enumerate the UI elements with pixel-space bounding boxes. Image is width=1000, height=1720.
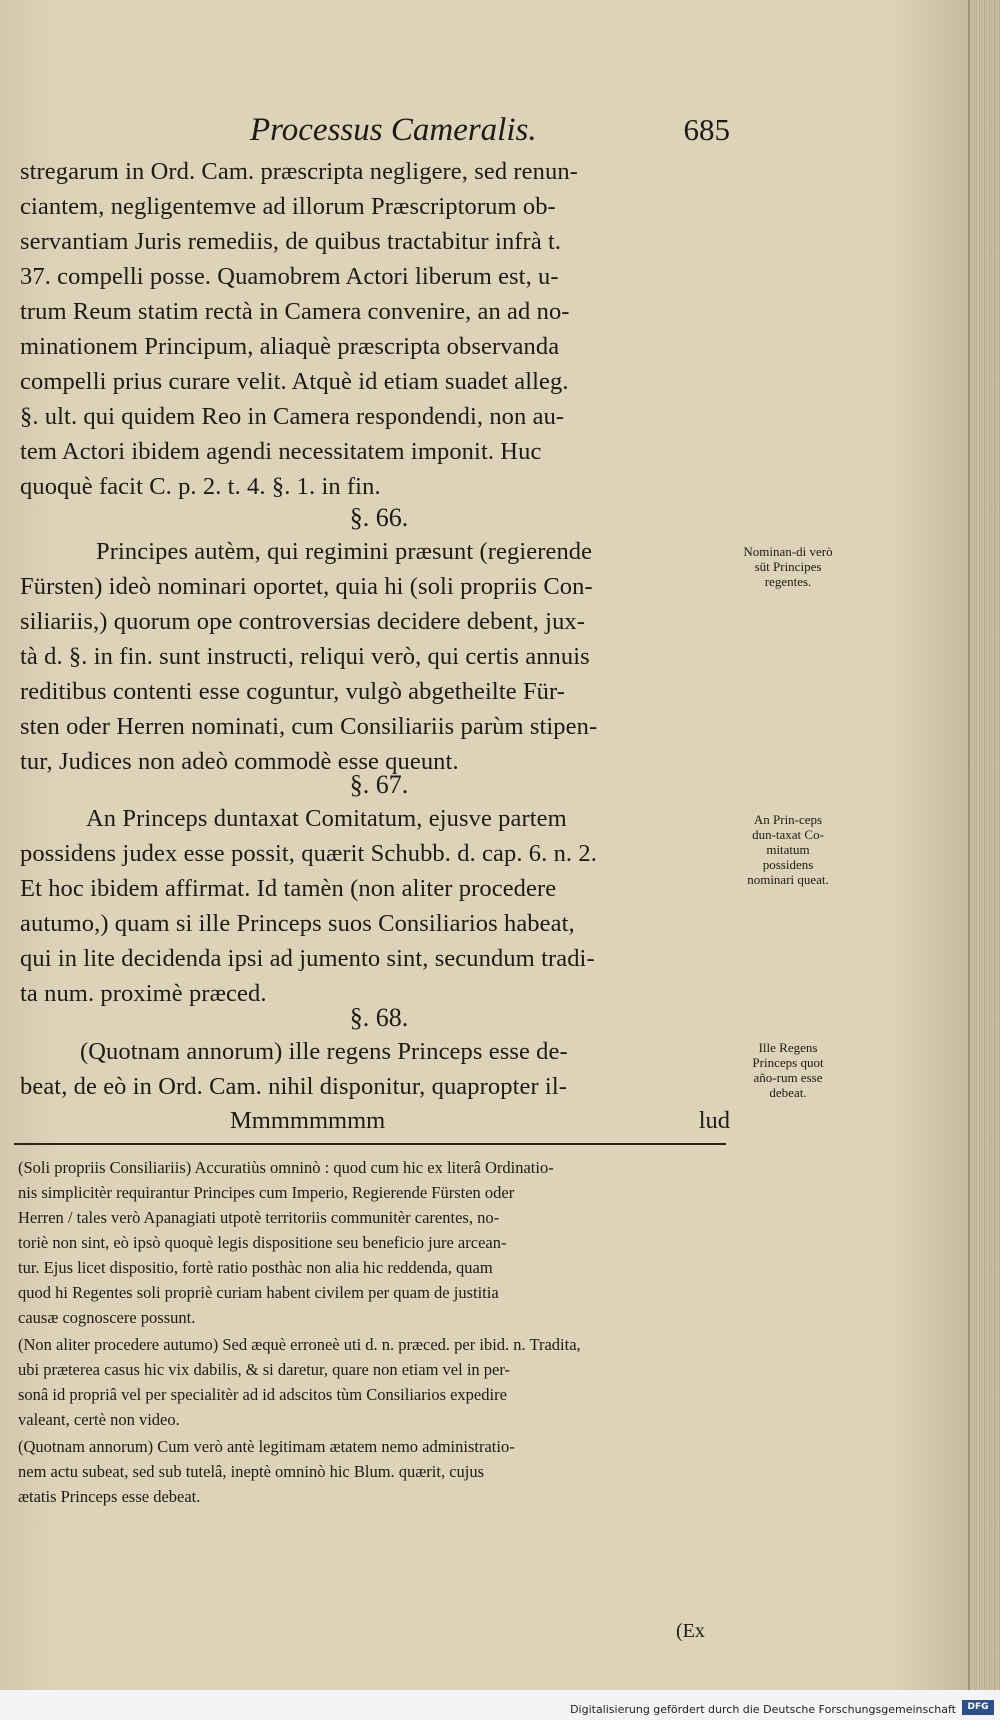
footnote-line: (Quotnam annorum) Cum verò antè legitimam ætatem nemo administratio- [18, 1437, 515, 1456]
body-line: tur, Judices non adeò commodè esse queunt. [20, 748, 459, 775]
body-line: possidens judex esse possit, quærit Schubb. d. cap. 6. n. 2. [20, 840, 597, 867]
page-number: 685 [683, 112, 730, 147]
footnote-line: valeant, certè non video. [18, 1410, 180, 1429]
footnote-rule [14, 1143, 726, 1145]
section-heading-66: §. 66. [349, 503, 409, 532]
margin-note: Ille Regens Princeps quot año-rum esse debeat. [752, 1040, 824, 1100]
body-line: §. ult. qui quidem Reo in Camera respondendi, non au- [20, 403, 565, 430]
digitization-credit: Digitalisierung gefördert durch die Deutsche Forschungsgemeinschaft [570, 1703, 956, 1716]
footnote-line: Herren / tales verò Apanagiati utpotè territoriis communitèr carentes, no- [18, 1208, 500, 1227]
body-line: quoquè facit C. p. 2. t. 4. §. 1. in fin. [20, 473, 381, 500]
body-line: ta num. proximè præced. [20, 980, 267, 1007]
footnote-line: nis simplicitèr requirantur Principes cum Imperio, Regierende Fürsten oder [18, 1183, 515, 1202]
body-line: qui in lite decidenda ipsi ad jumento sint, secundum tradi- [20, 945, 595, 972]
page-header [250, 112, 730, 152]
margin-note: An Prin-ceps dun-taxat Co-mitatum possidens nominari queat. [747, 812, 829, 887]
body-line: Principes autèm, qui regimini præsunt (regierende [96, 538, 593, 565]
dfg-logo-icon: DFG [962, 1700, 994, 1715]
body-line: reditibus contenti esse coguntur, vulgò abgetheilte Für- [20, 678, 566, 705]
body-line: tem Actori ibidem agendi necessitatem imponit. Huc [20, 438, 542, 465]
body-line: 37. compelli posse. Quamobrem Actori liberum est, u- [20, 263, 559, 290]
footnote-line: (Non aliter procedere autumo) Sed æquè erroneè uti d. n. præced. per ibid. n. Tradita, [18, 1335, 581, 1354]
running-title: Processus Cameralis. [250, 112, 537, 148]
body-line: Fürsten) ideò nominari oportet, quia hi (soli propriis Con- [20, 573, 593, 600]
body-line: ciantem, negligentemve ad illorum Præscriptorum ob- [20, 193, 556, 220]
signature-mark: Mmmmmmmm [230, 1107, 386, 1134]
footnote-line: quod hi Regentes soli propriè curiam habent civilem per quam de justitia [18, 1283, 499, 1302]
footnote-line: tur. Ejus licet dispositio, fortè ratio posthàc non alia hic reddenda, quam [18, 1258, 493, 1277]
body-line: minationem Principum, aliaquè præscripta observanda [20, 333, 560, 360]
signature-line [230, 1107, 730, 1135]
footnote-line: causæ cognoscere possunt. [18, 1308, 196, 1327]
section-heading-67: §. 67. [349, 770, 409, 799]
body-line: sten oder Herren nominati, cum Consiliariis parùm stipen- [20, 713, 598, 740]
footnote-line: ubi præterea casus hic vix dabilis, & si daretur, quare non etiam vel in per- [18, 1360, 511, 1379]
body-line: (Quotnam annorum) ille regens Princeps esse de- [80, 1038, 568, 1065]
page-edges [968, 0, 1000, 1690]
footnote-line: (Soli propriis Consiliariis) Accuratiùs omninò : quod cum hic ex literâ Ordinatio- [18, 1158, 554, 1177]
body-line: siliariis,) quorum ope controversias decidere debent, jux- [20, 608, 586, 635]
body-line: autumo,) quam si ille Princeps suos Consiliarios habeat, [20, 910, 575, 937]
footnote-line: sonâ id propriâ vel per specialitèr ad id adscitos tùm Consiliarios expedire [18, 1385, 507, 1404]
page-catchword: (Ex [676, 1620, 705, 1642]
body-line: An Princeps duntaxat Comitatum, ejusve partem [86, 805, 567, 832]
footnote-line: toriè non sint, eò ipsò quoquè legis dispositione seu beneficio jure arcean- [18, 1233, 507, 1252]
section-heading-68: §. 68. [349, 1003, 409, 1032]
body-line: servantiam Juris remediis, de quibus tractabitur infrà t. [20, 228, 562, 255]
margin-note: Nominan-di verò süt Principes regentes. [743, 544, 833, 589]
body-line: stregarum in Ord. Cam. præscripta negligere, sed renun- [20, 158, 578, 185]
body-line: tà d. §. in fin. sunt instructi, reliqui verò, qui certis annuis [20, 643, 590, 670]
catchword: lud [698, 1107, 730, 1134]
body-line: beat, de eò in Ord. Cam. nihil disponitur, quapropter il- [20, 1073, 568, 1100]
body-line: compelli prius curare velit. Atquè id etiam suadet alleg. [20, 368, 569, 395]
footnote-line: nem actu subeat, sed sub tutelâ, ineptè omninò hic Blum. quærit, cujus [18, 1462, 485, 1481]
footnote-line: ætatis Princeps esse debeat. [18, 1487, 201, 1506]
body-line: Et hoc ibidem affirmat. Id tamèn (non aliter procedere [20, 875, 557, 902]
body-line: trum Reum statim rectà in Camera convenire, an ad no- [20, 298, 570, 325]
